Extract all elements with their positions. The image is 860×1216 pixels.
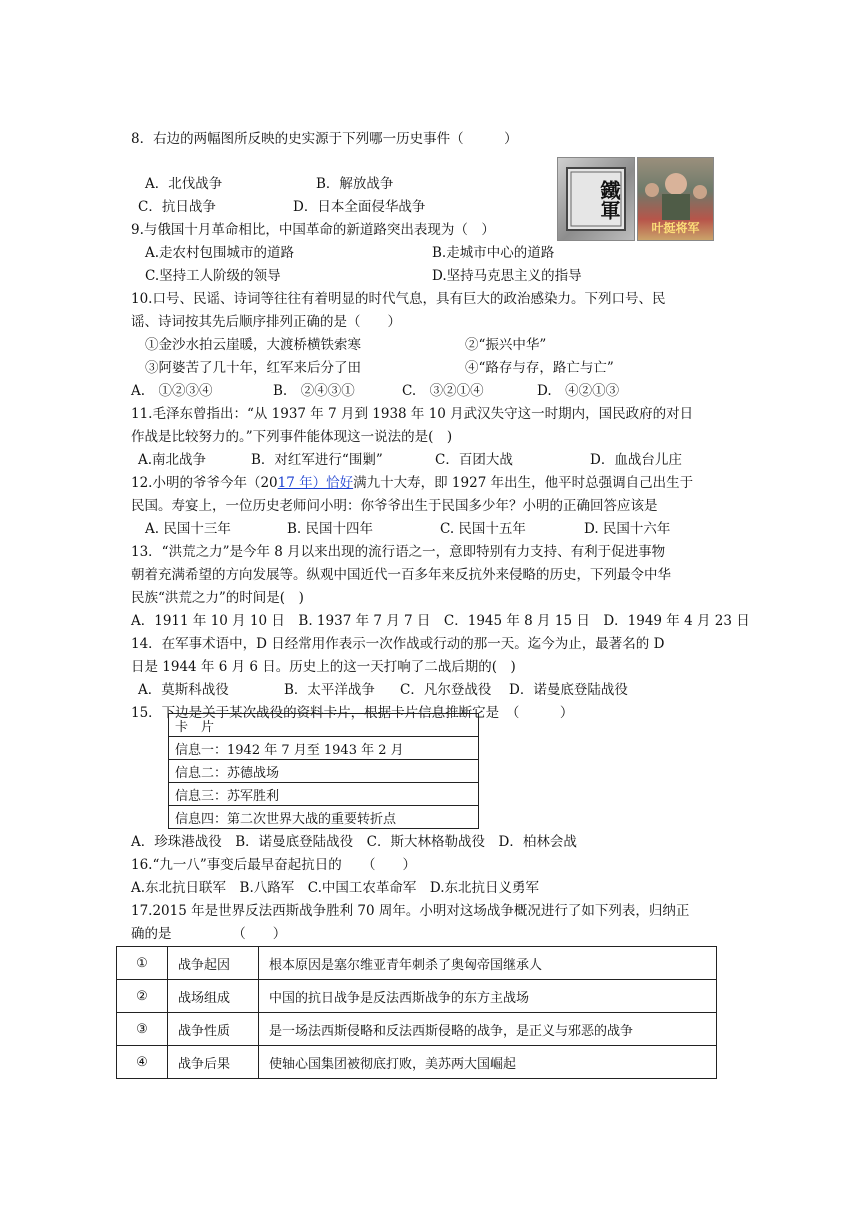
q14-stem-line1: 14．在军事术语中，D 日经常用作表示一次作战或行动的那一天。迄今为止，最著名的 D — [131, 636, 665, 652]
row-label: 战场组成 — [168, 980, 259, 1013]
info-card-table — [168, 713, 479, 829]
table-row — [117, 947, 717, 980]
card-row — [169, 806, 479, 829]
card-cell: 信息二：苏德战场 — [169, 760, 479, 783]
table-row — [117, 1046, 717, 1079]
q9-option-a[interactable]: A.走农村包围城市的道路 — [145, 245, 295, 261]
row-number: ② — [117, 980, 168, 1013]
q11-stem-line1: 11.毛泽东曾指出：“从 1937 年 7 月到 1938 年 10 月武汉失守这一时期内，国民政府的对日 — [131, 406, 694, 422]
card-row — [169, 737, 479, 760]
q10-option-b[interactable]: B. ②④③① — [273, 383, 355, 399]
q8-option-c[interactable]: C．抗日战争 — [138, 199, 216, 215]
q14-option-a[interactable]: A．莫斯科战役 — [138, 682, 229, 698]
row-content: 使轴心国集团被彻底打败，美苏两大国崛起 — [259, 1046, 717, 1079]
card-row — [169, 783, 479, 806]
q12-stem-line1 — [131, 473, 693, 493]
q10-stem-line1: 10.口号、民谣、诗词等往往有着明显的时代气息，具有巨大的政治感染力。下列口号、民 — [131, 291, 666, 307]
q12-option-b[interactable]: B. 民国十四年 — [287, 521, 374, 537]
q13-stem-line2: 朝着充满希望的方向发展等。纵观中国近代一百多年来反抗外来侵略的历史，下列最令中华 — [131, 567, 671, 583]
q10-item-3: ③阿婆苦了几十年，红军来后分了田 — [145, 360, 361, 376]
q12-option-c[interactable]: C. 民国十五年 — [440, 521, 526, 537]
war-summary-table — [116, 946, 717, 1079]
q12-option-a[interactable]: A. 民国十三年 — [145, 521, 231, 537]
card-cell: 信息四：第二次世界大战的重要转折点 — [169, 806, 479, 829]
q10-option-d[interactable]: D. ④②①③ — [537, 383, 620, 399]
card-cell: 信息一：1942 年 7 月至 1943 年 2 月 — [169, 737, 479, 760]
iron-army-photo — [557, 157, 635, 241]
q8-stem: 8．右边的两幅图所反映的史实源于下列哪一历史事件（ ） — [131, 131, 518, 147]
q11-option-b[interactable]: B．对红军进行“围剿” — [251, 452, 383, 468]
q10-option-c[interactable]: C. ③②①④ — [402, 383, 484, 399]
q15-stem: 15．下边是关于某次战役的资料卡片，根据卡片信息推断它是 （ ） — [131, 705, 574, 721]
q9-option-d[interactable]: D.坚持马克思主义的指导 — [432, 268, 582, 284]
q10-option-a[interactable]: A. ①②③④ — [131, 383, 213, 399]
q13-stem-line1: 13．“洪荒之力”是今年 8 月以来出现的流行语之一，意即特别有力支持、有利于促进事物 — [131, 544, 666, 560]
row-content: 是一场法西斯侵略和反法西斯侵略的战争，是正义与邪恶的战争 — [259, 1013, 717, 1046]
q15-options[interactable]: A．珍珠港战役 B．诺曼底登陆战役 C．斯大林格勒战役 D．柏林会战 — [131, 834, 577, 850]
q12-stem-suffix: 满九十大寿，即 1927 年出生，他平时总强调自己出生于 — [353, 475, 694, 491]
q9-stem: 9.与俄国十月革命相比，中国革命的新道路突出表现为（ ） — [131, 222, 495, 238]
row-number: ④ — [117, 1046, 168, 1079]
q9-option-b[interactable]: B.走城市中心的道路 — [432, 245, 555, 261]
card-title: 卡 片 — [169, 714, 479, 737]
q11-option-a[interactable]: A.南北战争 — [138, 452, 207, 468]
q10-item-2: ②“振兴中华” — [465, 337, 547, 353]
q14-option-c[interactable]: C．凡尔登战役 — [400, 682, 492, 698]
q17-stem-line2: 确的是 （ ） — [131, 926, 287, 942]
q13-stem-line3: 民族“洪荒之力”的时间是( ) — [131, 590, 304, 606]
q11-option-d[interactable]: D．血战台儿庄 — [590, 452, 682, 468]
poster-title: 叶挺将军 — [651, 221, 700, 235]
q12-stem-prefix: 12.小明的爷爷今年（20 — [131, 475, 278, 491]
q8-option-b[interactable]: B．解放战争 — [316, 176, 394, 192]
q8-option-a[interactable]: A．北伐战争 — [145, 176, 223, 192]
q16-options[interactable]: A.东北抗日联军 B.八路军 C.中国工农革命军 D.东北抗日义勇军 — [131, 880, 540, 896]
q12-link[interactable]: 17 年）恰好 — [277, 475, 354, 491]
q12-option-d[interactable]: D. 民国十六年 — [584, 521, 671, 537]
table-row — [117, 1013, 717, 1046]
row-number: ③ — [117, 1013, 168, 1046]
iron-army-text: 鐵軍 — [597, 180, 621, 220]
q11-option-c[interactable]: C．百团大战 — [435, 452, 513, 468]
q8-option-d[interactable]: D．日本全面侵华战争 — [293, 199, 426, 215]
ye-ting-poster — [637, 157, 714, 241]
row-label: 战争起因 — [168, 947, 259, 980]
row-content: 根本原因是塞尔维亚青年刺杀了奥匈帝国继承人 — [259, 947, 717, 980]
q11-stem-line2: 作战是比较努力的。”下列事件能体现这一说法的是( ) — [131, 429, 453, 445]
card-row — [169, 760, 479, 783]
card-cell: 信息三：苏军胜利 — [169, 783, 479, 806]
q14-option-b[interactable]: B．太平洋战争 — [284, 682, 375, 698]
q13-options[interactable]: A．1911 年 10 月 10 日 B. 1937 年 7 月 7 日 C．1945 年 8 月 15 日 D．1949 年 4 月 23 日 — [131, 613, 750, 629]
q16-stem: 16.“九一八”事变后最早奋起抗日的 （ ） — [131, 857, 417, 873]
q10-stem-line2: 谣、诗词按其先后顺序排列正确的是（ ） — [131, 314, 401, 330]
row-label: 战争性质 — [168, 1013, 259, 1046]
row-label: 战争后果 — [168, 1046, 259, 1079]
row-number: ① — [117, 947, 168, 980]
card-row — [169, 714, 479, 737]
q10-item-4: ④“路存与存，路亡与亡” — [465, 360, 614, 376]
q12-stem-line2: 民国。寿宴上，一位历史老师问小明：你爷爷出生于民国多少年？小明的正确回答应该是 — [131, 498, 658, 514]
q17-stem-line1: 17.2015 年是世界反法西斯战争胜利 70 周年。小明对这场战争概况进行了如下列表，归纳正 — [131, 903, 690, 919]
row-content: 中国的抗日战争是反法西斯战争的东方主战场 — [259, 980, 717, 1013]
table-row — [117, 980, 717, 1013]
q14-stem-line2: 日是 1944 年 6 月 6 日。历史上的这一天打响了二战后期的( ) — [131, 659, 516, 675]
q10-item-1: ①金沙水拍云崖暖，大渡桥横铁索寒 — [145, 337, 361, 353]
q14-option-d[interactable]: D．诺曼底登陆战役 — [509, 682, 628, 698]
q9-option-c[interactable]: C.坚持工人阶级的领导 — [145, 268, 281, 284]
